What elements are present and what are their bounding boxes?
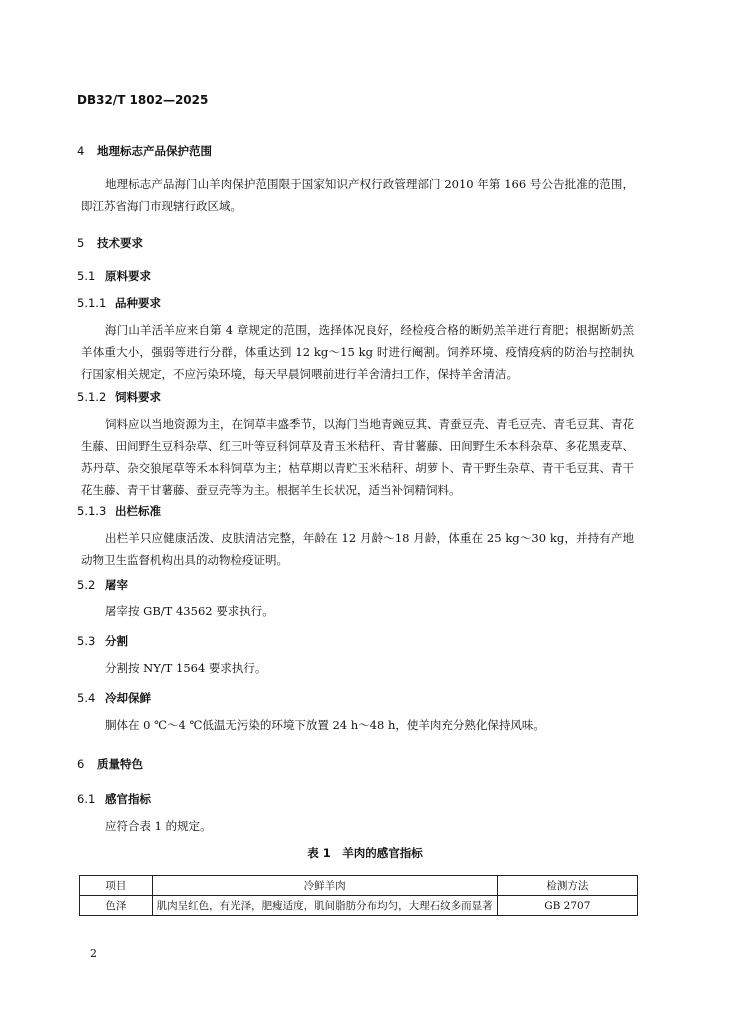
heading-section-5-1: 5.1 原料要求 <box>77 269 151 283</box>
table-caption: 表 1 羊肉的感官指标 <box>307 846 423 860</box>
table-header-row <box>80 876 638 896</box>
heading-section-5-1-1: 5.1.1 品种要求 <box>77 296 161 310</box>
paragraph-slaughter: 屠宰按 GB/T 43562 要求执行。 <box>105 604 274 618</box>
table-cell-method: GB 2707 <box>497 896 637 916</box>
paragraph-chilling: 胴体在 0 ℃～4 ℃低温无污染的环境下放置 24 h～48 h，使羊肉充分熟化保持风味。 <box>105 718 545 732</box>
paragraph-sensory-reference: 应符合表 1 的规定。 <box>105 819 212 833</box>
heading-section-5-1-2: 5.1.2 饲料要求 <box>77 390 161 404</box>
column-header-test-method: 检测方法 <box>497 876 637 896</box>
column-header-chilled-mutton: 冷鲜羊肉 <box>152 876 497 896</box>
heading-section-5-1-3: 5.1.3 出栏标准 <box>77 504 161 518</box>
column-header-item: 项目 <box>80 876 153 896</box>
paragraph-slaughter-standards: 出栏羊只应健康活泼、皮肤清洁完整，年龄在 12 月龄～18 月龄，体重在 25 kg～30 kg，并持有产地动物卫生监督机构出具的动物检疫证明。 <box>81 531 634 567</box>
paragraph-protection-scope: 地理标志产品海门山羊肉保护范围限于国家知识产权行政管理部门 2010 年第 166 号公告批准的范围，即江苏省海门市现辖行政区域。 <box>81 177 634 213</box>
table-cell-requirement: 肌肉呈红色，有光泽，肥瘦适度，肌间脂肪分布均匀，大理石纹多而显著 <box>152 896 497 916</box>
page-number: 2 <box>90 947 97 960</box>
heading-section-5: 5 技术要求 <box>77 236 143 250</box>
heading-section-6-1: 6.1 感官指标 <box>77 792 151 806</box>
heading-section-5-4: 5.4 冷却保鲜 <box>77 691 151 705</box>
heading-section-5-3: 5.3 分割 <box>77 634 128 648</box>
paragraph-cutting: 分割按 NY/T 1564 要求执行。 <box>105 661 267 675</box>
heading-section-4: 4 地理标志产品保护范围 <box>77 144 212 158</box>
paragraph-feed-requirements: 饲料应以当地资源为主，在饲草丰盛季节，以海门当地青豌豆萁、青蚕豆壳、青毛豆壳、青毛豆萁、青花生藤、田间野生豆科杂草、红三叶等豆科饲草及青玉米秸秆、青甘薯藤、田间野生禾本科杂草、多花黑麦草、苏丹草、杂交狼尾草等禾本科饲草为主；枯草期以青贮玉米秸秆、胡萝卜、青干野生杂草、青干毛豆萁、青干花生藤、青干甘薯藤、蚕豆壳等为主。根据羊生长状况，适当补饲精饲料。 <box>81 417 634 497</box>
heading-section-5-2: 5.2 屠宰 <box>77 578 128 592</box>
heading-section-6: 6 质量特色 <box>77 757 143 771</box>
standard-code-header: DB32/T 1802—2025 <box>77 93 209 107</box>
table-row <box>80 896 638 916</box>
sensory-indicators-table <box>79 875 638 916</box>
table-cell-item: 色泽 <box>80 896 153 916</box>
paragraph-breed-requirements: 海门山羊活羊应来自第 4 章规定的范围，选择体况良好，经检疫合格的断奶羔羊进行育肥；根据断奶羔羊体重大小，强弱等进行分群，体重达到 12 kg～15 kg 时进行阉割。饲养环境、疫情疫病的防治与控制执行国家相关规定，不应污染环境，每天早晨饲喂前进行羊舍清扫工作，保持羊舍清洁。 <box>81 323 634 381</box>
